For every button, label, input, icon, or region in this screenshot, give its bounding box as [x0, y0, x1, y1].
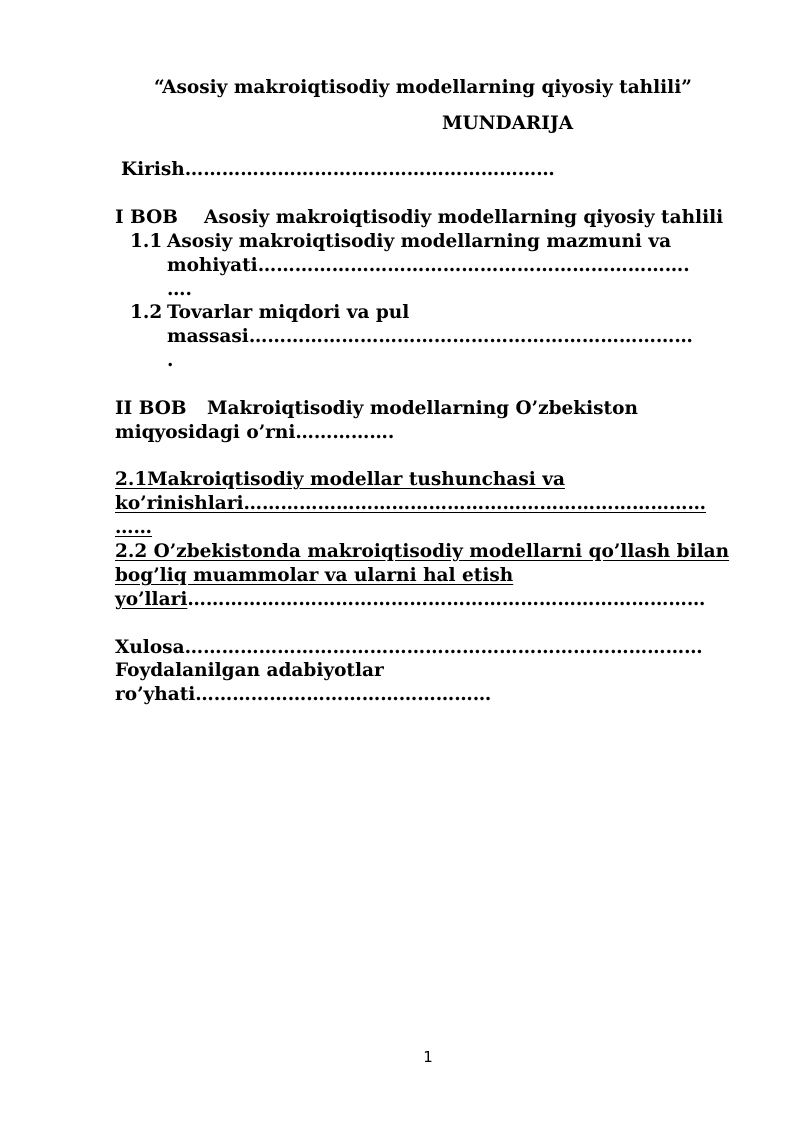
chapter1-title: Asosiy makroiqtisodiy modellarning qiyosiy tahlili	[204, 207, 724, 228]
chapter2-label: II BOB	[115, 398, 187, 419]
section-1-1-line3: ….	[167, 279, 192, 300]
section-1-1-line1: Asosiy makroiqtisodiy modellarning mazmuni va	[167, 231, 672, 252]
toc-heading: MUNDARIJA	[442, 113, 574, 134]
section-2-2-line3-underlined: yo’llari	[115, 589, 188, 610]
document-title: “Asosiy makroiqtisodiy modellarning qiyosiy tahlili”	[154, 77, 692, 98]
section-1-1-line2: mohiyati…………………………………………………………….	[167, 255, 690, 276]
toc-intro: Kirish……………………………………………………	[121, 159, 555, 180]
chapter1-label: I BOB	[115, 207, 178, 228]
section-1-2-line1: Tovarlar miqdori va pul	[167, 302, 410, 323]
section-1-2-line2: massasi………………………………………………………………	[167, 326, 693, 347]
section-2-1-line2: ko’rinishlari…………………………………………………………………	[115, 493, 707, 514]
toc-references-line2: ro’yhati…………………………………………	[115, 684, 492, 705]
page-number: 1	[423, 1048, 433, 1066]
chapter2-title-line1: Makroiqtisodiy modellarning O’zbekiston	[207, 398, 638, 419]
toc-conclusion: Xulosa…………………………………………………………………………	[115, 637, 703, 658]
section-2-1-line1: 2.1Makroiqtisodiy modellar tushunchasi va	[115, 469, 565, 490]
section-2-1-line3: ……	[115, 517, 152, 538]
toc-references-line1: Foydalanilgan adabiyotlar	[115, 660, 384, 681]
section-1-1-number: 1.1	[130, 231, 163, 252]
section-2-2-line1: 2.2 O’zbekistonda makroiqtisodiy modellarni qo’llash bilan	[115, 541, 730, 562]
section-2-2-line3	[115, 588, 705, 612]
section-1-2-line3: .	[167, 350, 174, 371]
section-2-2-line3-dots: …………………………………………………………………………	[187, 589, 706, 610]
chapter2-title-line2: miqyosidagi o’rni…………….	[115, 422, 395, 443]
section-2-2-line2: bog’liq muammolar va ularni hal etish	[115, 565, 514, 586]
section-1-2-number: 1.2	[130, 302, 163, 323]
